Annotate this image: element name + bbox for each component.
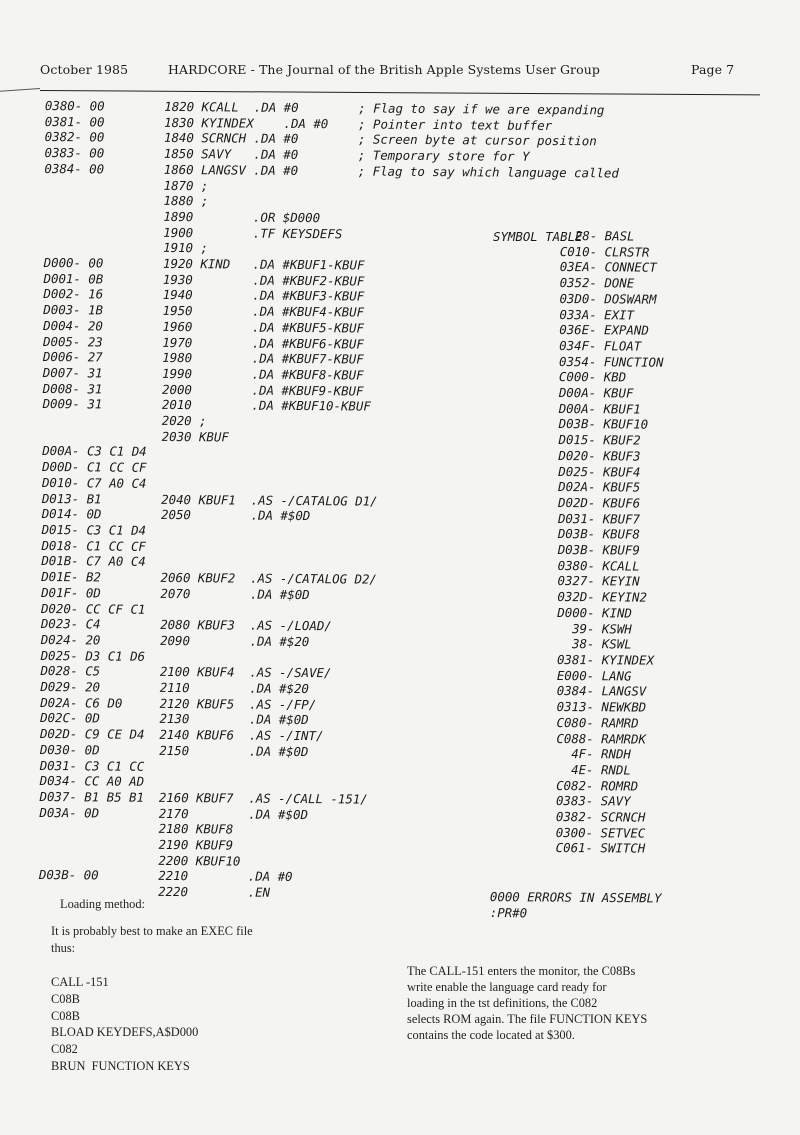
- listing-line: D009- 31 2010 .DA #KBUF10-KBUF: [42, 396, 371, 414]
- symbol-entry: D015- KBUF2: [558, 432, 641, 448]
- margin-mark: [0, 88, 40, 92]
- listing-line: D020- CC CF C1: [40, 600, 146, 617]
- listing-line: D030- 0D 2150 .DA #$0D: [39, 741, 309, 759]
- symbol-entry: E000- LANG: [556, 667, 632, 684]
- listing-line: D015- C3 C1 D4: [41, 521, 147, 538]
- listing-line: 2190 KBUF9: [39, 836, 234, 853]
- listing-line: D03A- 0D 2170 .DA #$0D: [39, 804, 309, 822]
- listing-line: 0383- 00 1850 SAVY .DA #0 ; Temporary store for Y: [44, 145, 530, 164]
- listing-line: D028- C5 2100 KBUF4 .AS -/SAVE/: [40, 663, 332, 681]
- listing-line: D02A- C6 D0 2120 KBUF5 .AS -/FP/: [40, 694, 317, 712]
- symbol-entry: C000- KBD: [558, 369, 627, 385]
- listing-line: D00D- C1 CC CF: [42, 459, 147, 475]
- symbol-entry: 0352- DONE: [559, 275, 635, 291]
- symbol-entry: 0327- KEYIN: [557, 573, 640, 590]
- listing-line: D031- C3 C1 CC: [39, 757, 145, 774]
- symbol-entry: C080- RAMRD: [556, 714, 639, 731]
- symbol-entry: 0354- FUNCTION: [559, 353, 664, 370]
- listing-line: 2020 ;: [42, 412, 207, 429]
- listing-line: D00A- C3 C1 D4: [42, 443, 147, 460]
- symbol-entry: D031- KBUF7: [557, 510, 641, 527]
- symbol-table-title: SYMBOL TABLE: [493, 229, 583, 244]
- symbol-entry: C088- RAMRDK: [556, 730, 647, 747]
- listing-line: D037- B1 B5 B1 2160 KBUF7 .AS -/CALL -151/: [39, 788, 368, 807]
- symbol-entry: 036E- EXPAND: [559, 322, 649, 338]
- symbol-entry: 0384- LANGSV: [556, 683, 647, 700]
- listing-line: 0380- 00 1820 KCALL .DA #0 ; Flag to say if we are expanding: [44, 98, 605, 118]
- symbol-entry: 0383- SAVY: [555, 793, 631, 809]
- symbol-entry: D00A- KBUF1: [558, 400, 641, 417]
- assembly-listing: [39, 98, 620, 903]
- intro-text: It is probably best to make an EXEC file thus:: [51, 924, 253, 955]
- assembly-result: 0000 ERRORS IN ASSEMBLY :PR#0: [489, 889, 662, 921]
- symbol-entry: 03D0- DOSWARM: [559, 290, 657, 307]
- symbol-entry: D000- KIND: [557, 604, 632, 621]
- listing-line: 0381- 00 1830 KYINDEX .DA #0 ; Pointer into text buffer: [44, 113, 553, 133]
- symbol-entry: 033A- EXIT: [559, 306, 635, 323]
- page-number: Page 7: [691, 62, 735, 77]
- listing-line: 1900 .TF KEYSDEFS: [43, 223, 343, 241]
- listing-line: D010- C7 A0 C4: [41, 474, 147, 491]
- listing-line: D025- D3 C1 D6: [40, 647, 146, 664]
- symbol-entry: C010- CLRSTR: [559, 243, 650, 260]
- listing-line: 1880 ;: [44, 192, 209, 209]
- listing-line: 1890 .OR $D000: [44, 207, 321, 226]
- listing-line: D02C- 0D 2130 .DA #$0D: [40, 710, 309, 728]
- listing-line: D023- C4 2080 KBUF3 .AS -/LOAD/: [40, 616, 332, 634]
- symbol-entry: 032D- KEYIN2: [557, 589, 648, 605]
- loading-heading: Loading method:: [60, 897, 145, 911]
- listing-line: D004- 20 1960 .DA #KBUF5-KBUF: [43, 317, 365, 336]
- listing-line: D013- B1 2040 KBUF1 .AS -/CATALOG D1/: [41, 490, 378, 509]
- symbol-entry: 0313- NEWKBD: [556, 699, 647, 715]
- symbol-entry: 39- KSWH: [557, 620, 632, 637]
- symbol-entry: 4F- RNDH: [556, 746, 631, 762]
- listing-line: D018- C1 CC CF: [41, 537, 146, 554]
- listing-line: 2030 KBUF: [42, 427, 229, 445]
- listing-line: 0384- 00 1860 LANGSV .DA #0 ; Flag to say which language called: [44, 160, 619, 181]
- listing-line: D01E- B2 2060 KBUF2 .AS -/CATALOG D2/: [41, 569, 377, 587]
- symbol-entry: 28- BASL: [559, 228, 635, 244]
- listing-line: D000- 00 1920 KIND .DA #KBUF1-KBUF: [43, 255, 365, 273]
- listing-line: D024- 20 2090 .DA #$20: [40, 631, 310, 649]
- symbol-entry: D025- KBUF4: [558, 463, 641, 480]
- listing-line: D029- 20 2110 .DA #$20: [40, 678, 309, 697]
- symbol-entry: 0380- KCALL: [557, 557, 640, 574]
- listing-line: D007- 31 1990 .DA #KBUF8-KBUF: [42, 364, 364, 383]
- symbol-entry: D020- KBUF3: [558, 447, 641, 464]
- header-rule: [40, 90, 760, 95]
- symbol-entry: 03EA- CONNECT: [559, 259, 657, 276]
- symbol-entry: D03B- KBUF10: [558, 416, 649, 433]
- listing-line: D006- 27 1980 .DA #KBUF7-KBUF: [42, 349, 364, 367]
- symbol-entry: C082- ROMRD: [556, 777, 639, 794]
- symbol-entry: 0382- SCRNCH: [555, 809, 646, 825]
- explanation-text: The CALL-151 enters the monitor, the C08Bs write enable the language card ready for loading in the tst definitions, the C082 selects ROM again. The file FUNCTION KEYS contains the code located at $300.: [407, 964, 648, 1042]
- exec-steps: CALL -151 C08B C08B BLOAD KEYDEFS,A$D000 C082 BRUN FUNCTION KEYS: [51, 975, 199, 1073]
- listing-line: D014- 0D 2050 .DA #$0D: [41, 506, 311, 524]
- listing-line: D03B- 00 2210 .DA #0: [38, 867, 293, 885]
- listing-line: D003- 1B 1950 .DA #KBUF4-KBUF: [43, 302, 365, 320]
- listing-line: D002- 16 1940 .DA #KBUF3-KBUF: [43, 286, 365, 304]
- symbol-entry: C061- SWITCH: [555, 840, 646, 857]
- listing-line: 0382- 00 1840 SCRNCH .DA #0 ; Screen byte at cursor position: [44, 129, 597, 149]
- symbol-entry: 034F- FLOAT: [559, 337, 642, 354]
- journal-title: HARDCORE - The Journal of the British Apple Systems User Group: [168, 62, 600, 77]
- issue-date: October 1985: [40, 62, 129, 77]
- symbol-entry: D00A- KBUF: [558, 385, 634, 401]
- listing-line: 1910 ;: [43, 239, 209, 256]
- listing-line: D02D- C9 CE D4 2140 KBUF6 .AS -/INT/: [39, 726, 324, 744]
- listing-line: 2200 KBUF10: [38, 851, 241, 869]
- listing-line: D01B- C7 A0 C4: [41, 553, 146, 570]
- symbol-table: [556, 228, 665, 857]
- symbol-entry: 0300- SETVEC: [555, 824, 646, 841]
- symbol-entry: 4E- RNDL: [556, 761, 631, 778]
- symbol-entry: D03B- KBUF8: [557, 526, 640, 542]
- listing-line: D005- 23 1970 .DA #KBUF6-KBUF: [43, 333, 364, 352]
- listing-line: 2220 .EN: [38, 883, 271, 900]
- symbol-entry: D03B- KBUF9: [557, 542, 640, 558]
- symbol-entry: D02D- KBUF6: [558, 494, 641, 511]
- symbol-entry: 38- KSWL: [557, 636, 632, 652]
- listing-line: D001- 0B 1930 .DA #KBUF2-KBUF: [43, 270, 365, 289]
- listing-line: D008- 31 2000 .DA #KBUF9-KBUF: [42, 380, 364, 399]
- listing-line: D034- CC A0 AD: [39, 773, 145, 790]
- listing-line: D01F- 0D 2070 .DA #$0D: [41, 584, 310, 602]
- listing-line: 1870 ;: [44, 176, 209, 193]
- symbol-entry: D02A- KBUF5: [558, 479, 641, 495]
- listing-line: 2180 KBUF8: [39, 820, 234, 837]
- symbol-entry: 0381- KYINDEX: [556, 651, 655, 668]
